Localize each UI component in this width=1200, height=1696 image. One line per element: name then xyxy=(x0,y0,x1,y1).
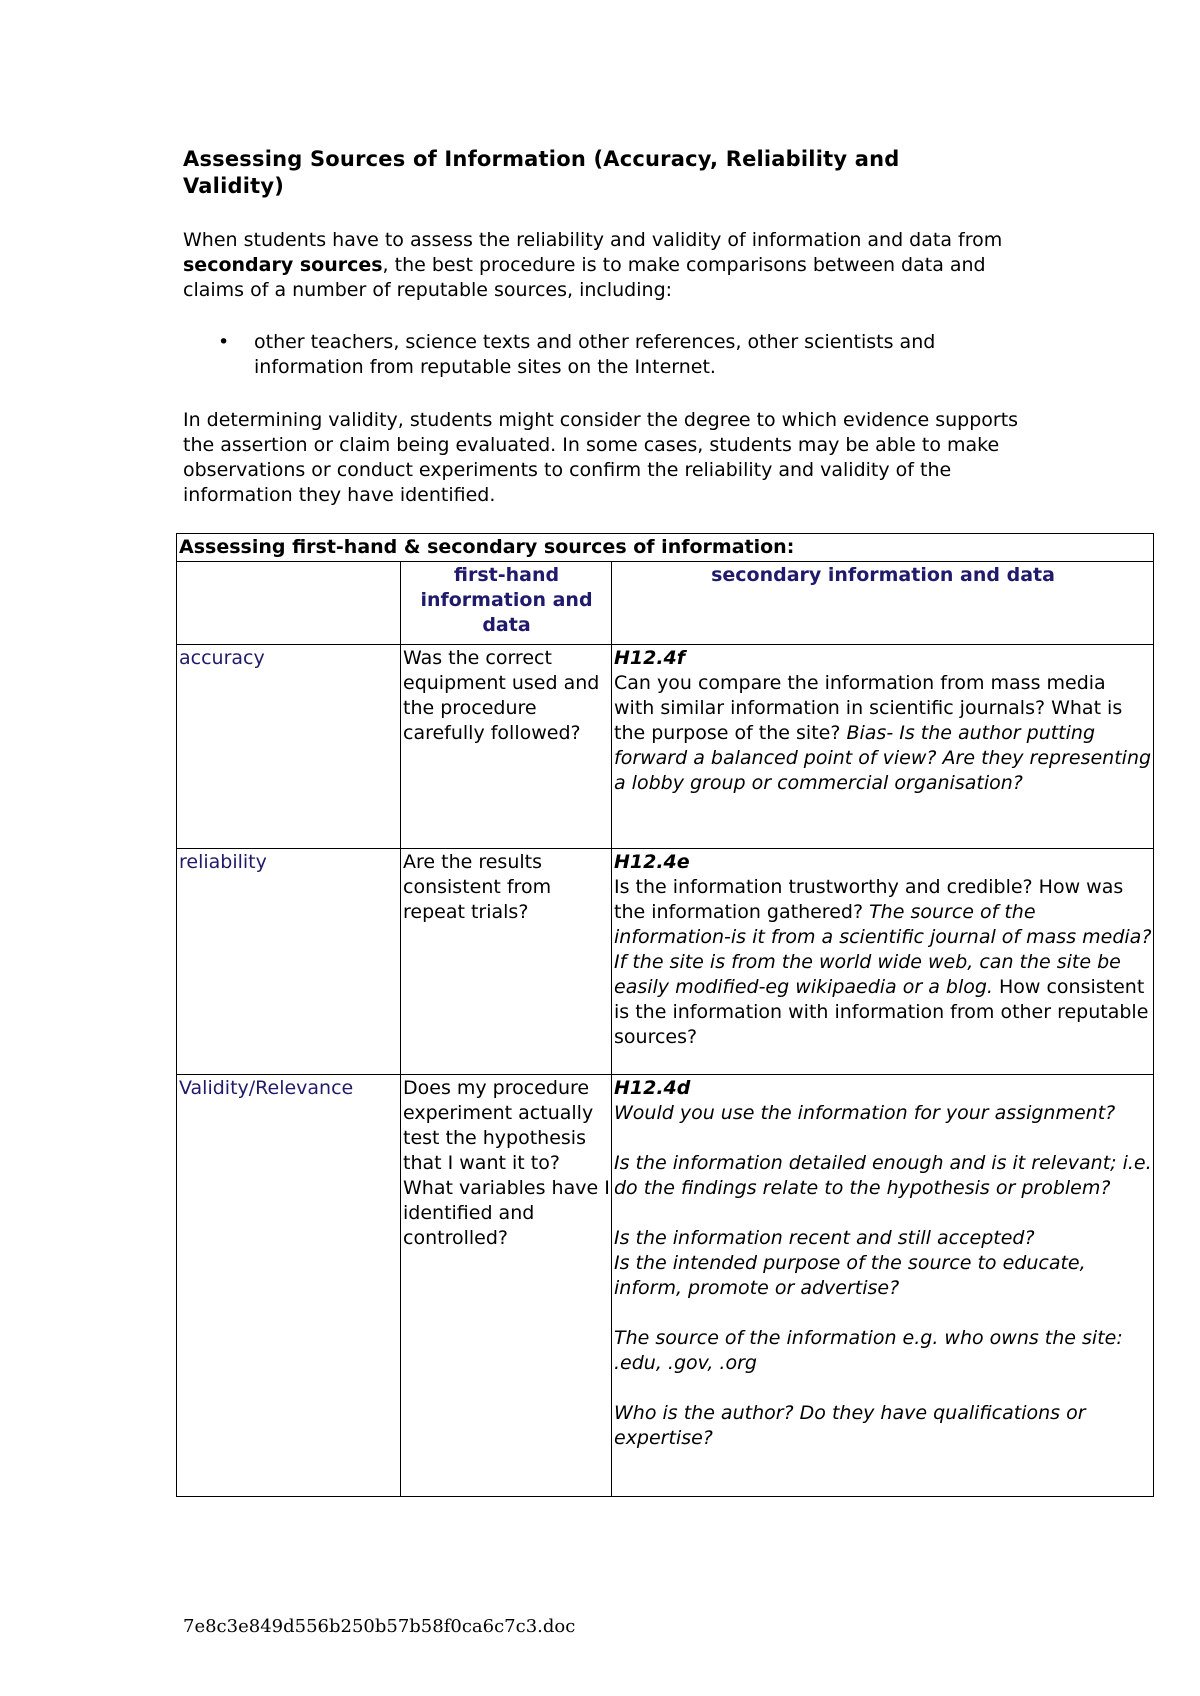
intro-paragraph xyxy=(183,228,1023,303)
secondary-paragraph: Would you use the information for your assignment? xyxy=(614,1102,1116,1124)
table-row xyxy=(177,849,1154,1075)
secondary-paragraph: Who is the author? Do they have qualifications or expertise? xyxy=(614,1402,1086,1449)
first-hand-cell: Does my procedure experiment actually test the hypothesis that I want it to? What variables have I identified and controlled? xyxy=(401,1075,612,1497)
document-title: Assessing Sources of Information (Accuracy, Reliability and Validity) xyxy=(183,147,900,198)
bullet-item xyxy=(210,330,1010,380)
row-label-accuracy: accuracy xyxy=(177,645,401,849)
table-header-row xyxy=(177,562,1154,645)
row-label-reliability: reliability xyxy=(177,849,401,1075)
paragraph-spacer xyxy=(614,1201,1152,1226)
secondary-cell xyxy=(612,849,1154,1075)
secondary-cell xyxy=(612,1075,1154,1497)
secondary-text: Can you compare the information from mass media with similar information in scientific journals? What is the purpose of the site? xyxy=(614,672,1123,744)
intro-bold-term: secondary sources xyxy=(183,254,383,276)
table-row xyxy=(177,1075,1154,1497)
syllabus-code: H12.4d xyxy=(614,1077,691,1099)
intro-text-after: , the best procedure is to make comparisons between data and claims of a number of reputable sources, including: xyxy=(183,254,986,301)
paragraph-spacer xyxy=(614,1126,1152,1151)
paragraph-spacer xyxy=(614,1301,1152,1326)
secondary-text-after: How consistent is the information with information from other reputable sources? xyxy=(614,976,1149,1048)
bullet-icon: • xyxy=(218,331,230,353)
secondary-text: Is the information trustworthy and credible? How was the information gathered? xyxy=(614,876,1124,923)
secondary-italic-text: Bias- Is the author putting forward a balanced point of view? Are they representing a lobby group or commercial organisation? xyxy=(614,722,1152,794)
sources-bullet-list xyxy=(210,330,1010,380)
row-label-validity: Validity/Relevance xyxy=(177,1075,401,1497)
table-title-row xyxy=(177,534,1154,562)
header-empty-cell xyxy=(177,562,401,645)
bullet-text: other teachers, science texts and other references, other scientists and information from reputable sites on the Internet. xyxy=(254,331,936,378)
header-first-hand: first-hand information and data xyxy=(401,562,612,645)
secondary-paragraph: Is the information recent and still accepted? Is the intended purpose of the source to educate, inform, promote or advertise? xyxy=(614,1227,1086,1299)
syllabus-code: H12.4f xyxy=(614,647,686,669)
secondary-paragraph: The source of the information e.g. who owns the site: .edu, .gov, .org xyxy=(614,1327,1123,1374)
table-row xyxy=(177,645,1154,849)
header-secondary: secondary information and data xyxy=(612,562,1154,645)
syllabus-code: H12.4e xyxy=(614,851,690,873)
paragraph-spacer xyxy=(614,1376,1152,1401)
first-hand-cell: Was the correct equipment used and the procedure carefully followed? xyxy=(401,645,612,849)
footer-filename: 7e8c3e849d556b250b57b58f0ca6c7c3.doc xyxy=(183,1616,576,1637)
validity-paragraph: In determining validity, students might consider the degree to which evidence supports the assertion or claim being evaluated. In some cases, students may be able to make observations or conduct experiments to confirm the reliability and validity of the information they have identified. xyxy=(183,409,1019,506)
secondary-cell xyxy=(612,645,1154,849)
secondary-paragraph: Is the information detailed enough and is it relevant; i.e. do the findings relate to the hypothesis or problem? xyxy=(614,1152,1152,1199)
secondary-italic-text: The source of the information-is it from a scientific journal of mass media? If the site is from the world wide web, can the site be easily modified-eg wikipaedia or a blog. xyxy=(614,901,1152,998)
sources-table xyxy=(176,533,1154,1497)
intro-text-before: When students have to assess the reliability and validity of information and data from xyxy=(183,229,1003,251)
first-hand-cell: Are the results consistent from repeat trials? xyxy=(401,849,612,1075)
table-title: Assessing first-hand & secondary sources of information: xyxy=(177,534,1154,562)
